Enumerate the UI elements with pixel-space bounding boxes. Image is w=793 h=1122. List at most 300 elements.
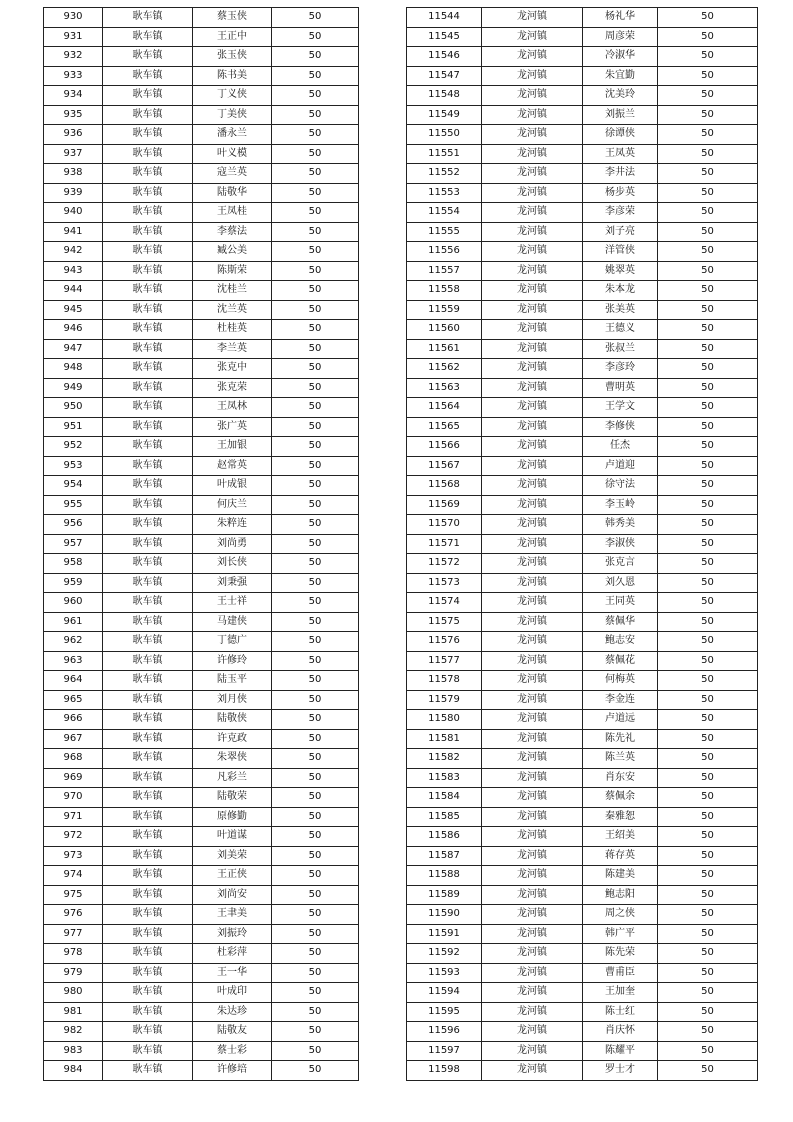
cell-town: 耿车镇 bbox=[103, 593, 193, 613]
cell-amount: 50 bbox=[658, 125, 758, 145]
cell-town: 耿车镇 bbox=[103, 339, 193, 359]
table-row bbox=[44, 222, 359, 242]
cell-town: 龙河镇 bbox=[482, 398, 583, 418]
cell-town: 龙河镇 bbox=[482, 515, 583, 535]
cell-amount: 50 bbox=[658, 398, 758, 418]
table-row bbox=[44, 651, 359, 671]
cell-number: 967 bbox=[44, 729, 103, 749]
cell-town: 耿车镇 bbox=[103, 963, 193, 983]
cell-amount: 50 bbox=[272, 710, 359, 730]
cell-amount: 50 bbox=[272, 827, 359, 847]
cell-number: 11544 bbox=[407, 8, 482, 28]
table-row bbox=[407, 417, 758, 437]
cell-name: 朱宜勤 bbox=[583, 66, 658, 86]
cell-number: 955 bbox=[44, 495, 103, 515]
cell-name: 陈兰英 bbox=[583, 749, 658, 769]
cell-number: 11578 bbox=[407, 671, 482, 691]
table-row bbox=[44, 1061, 359, 1081]
cell-town: 龙河镇 bbox=[482, 534, 583, 554]
table-row bbox=[407, 885, 758, 905]
cell-name: 潘永兰 bbox=[193, 125, 272, 145]
cell-number: 11563 bbox=[407, 378, 482, 398]
cell-number: 11545 bbox=[407, 27, 482, 47]
cell-amount: 50 bbox=[658, 1041, 758, 1061]
cell-town: 耿车镇 bbox=[103, 671, 193, 691]
cell-name: 李彦荣 bbox=[583, 203, 658, 223]
cell-number: 965 bbox=[44, 690, 103, 710]
cell-number: 975 bbox=[44, 885, 103, 905]
cell-amount: 50 bbox=[658, 690, 758, 710]
table-row bbox=[407, 846, 758, 866]
cell-amount: 50 bbox=[658, 242, 758, 262]
table-row bbox=[407, 261, 758, 281]
table-row bbox=[407, 749, 758, 769]
cell-number: 11569 bbox=[407, 495, 482, 515]
table-row bbox=[407, 359, 758, 379]
cell-amount: 50 bbox=[272, 27, 359, 47]
cell-name: 陈先荣 bbox=[583, 944, 658, 964]
cell-number: 979 bbox=[44, 963, 103, 983]
cell-town: 耿车镇 bbox=[103, 398, 193, 418]
cell-amount: 50 bbox=[658, 807, 758, 827]
cell-number: 11581 bbox=[407, 729, 482, 749]
table-row bbox=[407, 203, 758, 223]
cell-name: 鲍志阳 bbox=[583, 885, 658, 905]
cell-number: 935 bbox=[44, 105, 103, 125]
table-row bbox=[44, 47, 359, 67]
cell-town: 耿车镇 bbox=[103, 690, 193, 710]
cell-name: 杨礼华 bbox=[583, 8, 658, 28]
cell-name: 曹明英 bbox=[583, 378, 658, 398]
cell-amount: 50 bbox=[272, 105, 359, 125]
cell-amount: 50 bbox=[272, 573, 359, 593]
cell-town: 耿车镇 bbox=[103, 1061, 193, 1081]
table-row bbox=[407, 515, 758, 535]
cell-amount: 50 bbox=[272, 593, 359, 613]
cell-number: 974 bbox=[44, 866, 103, 886]
table-row bbox=[407, 66, 758, 86]
cell-number: 936 bbox=[44, 125, 103, 145]
cell-number: 939 bbox=[44, 183, 103, 203]
cell-amount: 50 bbox=[272, 417, 359, 437]
cell-town: 耿车镇 bbox=[103, 456, 193, 476]
table-row bbox=[407, 788, 758, 808]
table-row bbox=[407, 495, 758, 515]
cell-name: 罗士才 bbox=[583, 1061, 658, 1081]
cell-name: 蔡士彩 bbox=[193, 1041, 272, 1061]
cell-amount: 50 bbox=[272, 242, 359, 262]
cell-number: 11558 bbox=[407, 281, 482, 301]
cell-name: 陈士红 bbox=[583, 1002, 658, 1022]
cell-amount: 50 bbox=[272, 768, 359, 788]
cell-town: 耿车镇 bbox=[103, 515, 193, 535]
cell-town: 龙河镇 bbox=[482, 593, 583, 613]
table-row bbox=[44, 729, 359, 749]
cell-amount: 50 bbox=[658, 593, 758, 613]
cell-town: 龙河镇 bbox=[482, 378, 583, 398]
table-row bbox=[407, 339, 758, 359]
cell-number: 937 bbox=[44, 144, 103, 164]
cell-name: 许修培 bbox=[193, 1061, 272, 1081]
cell-name: 李井法 bbox=[583, 164, 658, 184]
cell-amount: 50 bbox=[658, 1061, 758, 1081]
table-row bbox=[44, 827, 359, 847]
table-row bbox=[407, 398, 758, 418]
cell-amount: 50 bbox=[272, 632, 359, 652]
cell-name: 朱翠侠 bbox=[193, 749, 272, 769]
cell-name: 刘尚勇 bbox=[193, 534, 272, 554]
cell-amount: 50 bbox=[658, 983, 758, 1003]
table-row bbox=[407, 183, 758, 203]
cell-town: 耿车镇 bbox=[103, 788, 193, 808]
cell-town: 龙河镇 bbox=[482, 183, 583, 203]
cell-name: 朱粹连 bbox=[193, 515, 272, 535]
cell-name: 王凤桂 bbox=[193, 203, 272, 223]
left-roster-table bbox=[43, 7, 359, 1081]
cell-number: 11585 bbox=[407, 807, 482, 827]
cell-name: 刘美荣 bbox=[193, 846, 272, 866]
cell-name: 周之侠 bbox=[583, 905, 658, 925]
table-row bbox=[407, 242, 758, 262]
cell-amount: 50 bbox=[658, 222, 758, 242]
cell-amount: 50 bbox=[658, 729, 758, 749]
cell-number: 964 bbox=[44, 671, 103, 691]
cell-amount: 50 bbox=[272, 47, 359, 67]
cell-number: 945 bbox=[44, 300, 103, 320]
cell-name: 王德义 bbox=[583, 320, 658, 340]
cell-number: 11552 bbox=[407, 164, 482, 184]
cell-amount: 50 bbox=[272, 866, 359, 886]
cell-town: 耿车镇 bbox=[103, 378, 193, 398]
right-roster-body bbox=[407, 8, 758, 1081]
cell-town: 耿车镇 bbox=[103, 242, 193, 262]
cell-town: 龙河镇 bbox=[482, 105, 583, 125]
cell-number: 11584 bbox=[407, 788, 482, 808]
cell-amount: 50 bbox=[272, 1002, 359, 1022]
table-row bbox=[44, 203, 359, 223]
cell-amount: 50 bbox=[658, 144, 758, 164]
cell-number: 932 bbox=[44, 47, 103, 67]
cell-town: 龙河镇 bbox=[482, 359, 583, 379]
table-row bbox=[407, 164, 758, 184]
cell-town: 龙河镇 bbox=[482, 1061, 583, 1081]
cell-town: 龙河镇 bbox=[482, 47, 583, 67]
cell-town: 龙河镇 bbox=[482, 885, 583, 905]
cell-number: 11550 bbox=[407, 125, 482, 145]
table-row bbox=[44, 963, 359, 983]
cell-town: 龙河镇 bbox=[482, 1041, 583, 1061]
table-row bbox=[44, 573, 359, 593]
cell-number: 980 bbox=[44, 983, 103, 1003]
cell-town: 耿车镇 bbox=[103, 125, 193, 145]
cell-name: 肖东安 bbox=[583, 768, 658, 788]
cell-amount: 50 bbox=[272, 1041, 359, 1061]
table-row bbox=[407, 612, 758, 632]
cell-town: 龙河镇 bbox=[482, 690, 583, 710]
cell-number: 971 bbox=[44, 807, 103, 827]
cell-name: 蔡佩花 bbox=[583, 651, 658, 671]
cell-town: 龙河镇 bbox=[482, 827, 583, 847]
table-row bbox=[407, 300, 758, 320]
table-row bbox=[407, 632, 758, 652]
cell-number: 962 bbox=[44, 632, 103, 652]
cell-amount: 50 bbox=[272, 261, 359, 281]
cell-number: 11565 bbox=[407, 417, 482, 437]
cell-name: 朱本龙 bbox=[583, 281, 658, 301]
cell-number: 11590 bbox=[407, 905, 482, 925]
table-row bbox=[44, 281, 359, 301]
cell-amount: 50 bbox=[658, 66, 758, 86]
cell-number: 933 bbox=[44, 66, 103, 86]
cell-number: 11591 bbox=[407, 924, 482, 944]
cell-amount: 50 bbox=[658, 534, 758, 554]
cell-name: 张美英 bbox=[583, 300, 658, 320]
cell-number: 11583 bbox=[407, 768, 482, 788]
table-row bbox=[407, 27, 758, 47]
cell-amount: 50 bbox=[658, 651, 758, 671]
cell-town: 龙河镇 bbox=[482, 573, 583, 593]
table-row bbox=[407, 924, 758, 944]
cell-town: 耿车镇 bbox=[103, 827, 193, 847]
cell-name: 刘久恩 bbox=[583, 573, 658, 593]
cell-name: 王同英 bbox=[583, 593, 658, 613]
table-row bbox=[44, 66, 359, 86]
table-row bbox=[44, 924, 359, 944]
cell-number: 11557 bbox=[407, 261, 482, 281]
cell-amount: 50 bbox=[658, 846, 758, 866]
table-row bbox=[407, 437, 758, 457]
cell-number: 982 bbox=[44, 1022, 103, 1042]
cell-amount: 50 bbox=[272, 924, 359, 944]
cell-amount: 50 bbox=[272, 144, 359, 164]
cell-town: 龙河镇 bbox=[482, 242, 583, 262]
cell-number: 11572 bbox=[407, 554, 482, 574]
cell-town: 耿车镇 bbox=[103, 554, 193, 574]
cell-town: 龙河镇 bbox=[482, 320, 583, 340]
cell-name: 叶成印 bbox=[193, 983, 272, 1003]
cell-amount: 50 bbox=[272, 729, 359, 749]
cell-name: 何梅英 bbox=[583, 671, 658, 691]
cell-name: 杜彩萍 bbox=[193, 944, 272, 964]
cell-name: 臧公美 bbox=[193, 242, 272, 262]
table-row bbox=[44, 398, 359, 418]
cell-name: 王凤林 bbox=[193, 398, 272, 418]
cell-name: 王士祥 bbox=[193, 593, 272, 613]
table-row bbox=[44, 8, 359, 28]
table-row bbox=[407, 105, 758, 125]
cell-number: 941 bbox=[44, 222, 103, 242]
table-row bbox=[407, 729, 758, 749]
cell-town: 龙河镇 bbox=[482, 456, 583, 476]
table-row bbox=[44, 339, 359, 359]
cell-amount: 50 bbox=[272, 203, 359, 223]
cell-name: 张广英 bbox=[193, 417, 272, 437]
cell-amount: 50 bbox=[272, 495, 359, 515]
cell-number: 970 bbox=[44, 788, 103, 808]
table-row bbox=[407, 222, 758, 242]
cell-town: 龙河镇 bbox=[482, 417, 583, 437]
table-row bbox=[407, 690, 758, 710]
table-row bbox=[44, 885, 359, 905]
cell-name: 李彦玲 bbox=[583, 359, 658, 379]
cell-town: 耿车镇 bbox=[103, 534, 193, 554]
cell-name: 曹甫臣 bbox=[583, 963, 658, 983]
cell-number: 946 bbox=[44, 320, 103, 340]
cell-amount: 50 bbox=[272, 554, 359, 574]
table-row bbox=[44, 1041, 359, 1061]
cell-number: 969 bbox=[44, 768, 103, 788]
table-row bbox=[407, 144, 758, 164]
cell-name: 肖庆怀 bbox=[583, 1022, 658, 1042]
cell-name: 赵常英 bbox=[193, 456, 272, 476]
table-row bbox=[407, 827, 758, 847]
table-row bbox=[407, 534, 758, 554]
cell-name: 李玉岭 bbox=[583, 495, 658, 515]
cell-town: 龙河镇 bbox=[482, 125, 583, 145]
cell-name: 徐守法 bbox=[583, 476, 658, 496]
cell-name: 蔡佩余 bbox=[583, 788, 658, 808]
cell-number: 961 bbox=[44, 612, 103, 632]
cell-number: 931 bbox=[44, 27, 103, 47]
table-row bbox=[407, 1002, 758, 1022]
cell-amount: 50 bbox=[658, 885, 758, 905]
table-row bbox=[44, 437, 359, 457]
cell-amount: 50 bbox=[272, 905, 359, 925]
cell-town: 龙河镇 bbox=[482, 710, 583, 730]
cell-amount: 50 bbox=[658, 573, 758, 593]
cell-number: 952 bbox=[44, 437, 103, 457]
table-row bbox=[44, 144, 359, 164]
cell-amount: 50 bbox=[272, 534, 359, 554]
cell-amount: 50 bbox=[658, 105, 758, 125]
cell-name: 刘月侠 bbox=[193, 690, 272, 710]
cell-amount: 50 bbox=[272, 398, 359, 418]
cell-number: 11589 bbox=[407, 885, 482, 905]
cell-number: 11555 bbox=[407, 222, 482, 242]
cell-town: 耿车镇 bbox=[103, 924, 193, 944]
cell-amount: 50 bbox=[658, 359, 758, 379]
cell-town: 龙河镇 bbox=[482, 281, 583, 301]
cell-town: 耿车镇 bbox=[103, 1002, 193, 1022]
table-row bbox=[407, 651, 758, 671]
cell-amount: 50 bbox=[658, 963, 758, 983]
cell-amount: 50 bbox=[272, 222, 359, 242]
cell-town: 耿车镇 bbox=[103, 1041, 193, 1061]
cell-name: 丁义侠 bbox=[193, 86, 272, 106]
table-row bbox=[44, 27, 359, 47]
cell-number: 11597 bbox=[407, 1041, 482, 1061]
cell-town: 耿车镇 bbox=[103, 27, 193, 47]
cell-name: 王加银 bbox=[193, 437, 272, 457]
cell-name: 刘子亮 bbox=[583, 222, 658, 242]
table-row bbox=[407, 320, 758, 340]
cell-name: 马建侠 bbox=[193, 612, 272, 632]
cell-name: 陆敬侠 bbox=[193, 710, 272, 730]
cell-name: 寇兰英 bbox=[193, 164, 272, 184]
cell-town: 龙河镇 bbox=[482, 476, 583, 496]
cell-number: 949 bbox=[44, 378, 103, 398]
cell-number: 956 bbox=[44, 515, 103, 535]
cell-town: 龙河镇 bbox=[482, 261, 583, 281]
table-row bbox=[44, 1002, 359, 1022]
table-row bbox=[44, 242, 359, 262]
cell-town: 耿车镇 bbox=[103, 632, 193, 652]
table-row bbox=[407, 554, 758, 574]
cell-town: 耿车镇 bbox=[103, 281, 193, 301]
cell-name: 杜桂英 bbox=[193, 320, 272, 340]
cell-amount: 50 bbox=[272, 807, 359, 827]
table-row bbox=[44, 417, 359, 437]
cell-amount: 50 bbox=[658, 47, 758, 67]
cell-amount: 50 bbox=[272, 1022, 359, 1042]
cell-town: 龙河镇 bbox=[482, 944, 583, 964]
cell-amount: 50 bbox=[658, 632, 758, 652]
cell-amount: 50 bbox=[658, 515, 758, 535]
table-row bbox=[407, 710, 758, 730]
table-row bbox=[407, 768, 758, 788]
cell-name: 张克荣 bbox=[193, 378, 272, 398]
cell-amount: 50 bbox=[658, 164, 758, 184]
cell-amount: 50 bbox=[272, 378, 359, 398]
cell-name: 沈桂兰 bbox=[193, 281, 272, 301]
cell-name: 刘振兰 bbox=[583, 105, 658, 125]
table-row bbox=[407, 905, 758, 925]
cell-name: 冷淑华 bbox=[583, 47, 658, 67]
cell-town: 耿车镇 bbox=[103, 612, 193, 632]
cell-town: 龙河镇 bbox=[482, 27, 583, 47]
right-roster-table bbox=[406, 7, 758, 1081]
cell-amount: 50 bbox=[658, 827, 758, 847]
cell-number: 11570 bbox=[407, 515, 482, 535]
table-row bbox=[44, 105, 359, 125]
cell-name: 王聿美 bbox=[193, 905, 272, 925]
cell-town: 耿车镇 bbox=[103, 651, 193, 671]
cell-name: 原修勤 bbox=[193, 807, 272, 827]
cell-name: 刘长侠 bbox=[193, 554, 272, 574]
cell-name: 任杰 bbox=[583, 437, 658, 457]
cell-name: 刘振玲 bbox=[193, 924, 272, 944]
cell-town: 龙河镇 bbox=[482, 300, 583, 320]
cell-amount: 50 bbox=[272, 164, 359, 184]
cell-amount: 50 bbox=[658, 788, 758, 808]
cell-amount: 50 bbox=[272, 476, 359, 496]
cell-town: 龙河镇 bbox=[482, 651, 583, 671]
cell-town: 龙河镇 bbox=[482, 963, 583, 983]
cell-number: 11598 bbox=[407, 1061, 482, 1081]
cell-number: 11571 bbox=[407, 534, 482, 554]
cell-town: 龙河镇 bbox=[482, 807, 583, 827]
cell-amount: 50 bbox=[658, 456, 758, 476]
cell-name: 周彦荣 bbox=[583, 27, 658, 47]
cell-amount: 50 bbox=[658, 261, 758, 281]
cell-name: 陈先礼 bbox=[583, 729, 658, 749]
cell-town: 耿车镇 bbox=[103, 905, 193, 925]
cell-name: 张玉侠 bbox=[193, 47, 272, 67]
table-row bbox=[44, 593, 359, 613]
cell-town: 龙河镇 bbox=[482, 866, 583, 886]
cell-amount: 50 bbox=[658, 1002, 758, 1022]
cell-number: 950 bbox=[44, 398, 103, 418]
cell-amount: 50 bbox=[658, 749, 758, 769]
cell-town: 耿车镇 bbox=[103, 866, 193, 886]
cell-town: 龙河镇 bbox=[482, 164, 583, 184]
cell-name: 卢道远 bbox=[583, 710, 658, 730]
cell-amount: 50 bbox=[272, 944, 359, 964]
table-row bbox=[44, 768, 359, 788]
cell-number: 11577 bbox=[407, 651, 482, 671]
cell-town: 耿车镇 bbox=[103, 983, 193, 1003]
cell-name: 徐谭侠 bbox=[583, 125, 658, 145]
